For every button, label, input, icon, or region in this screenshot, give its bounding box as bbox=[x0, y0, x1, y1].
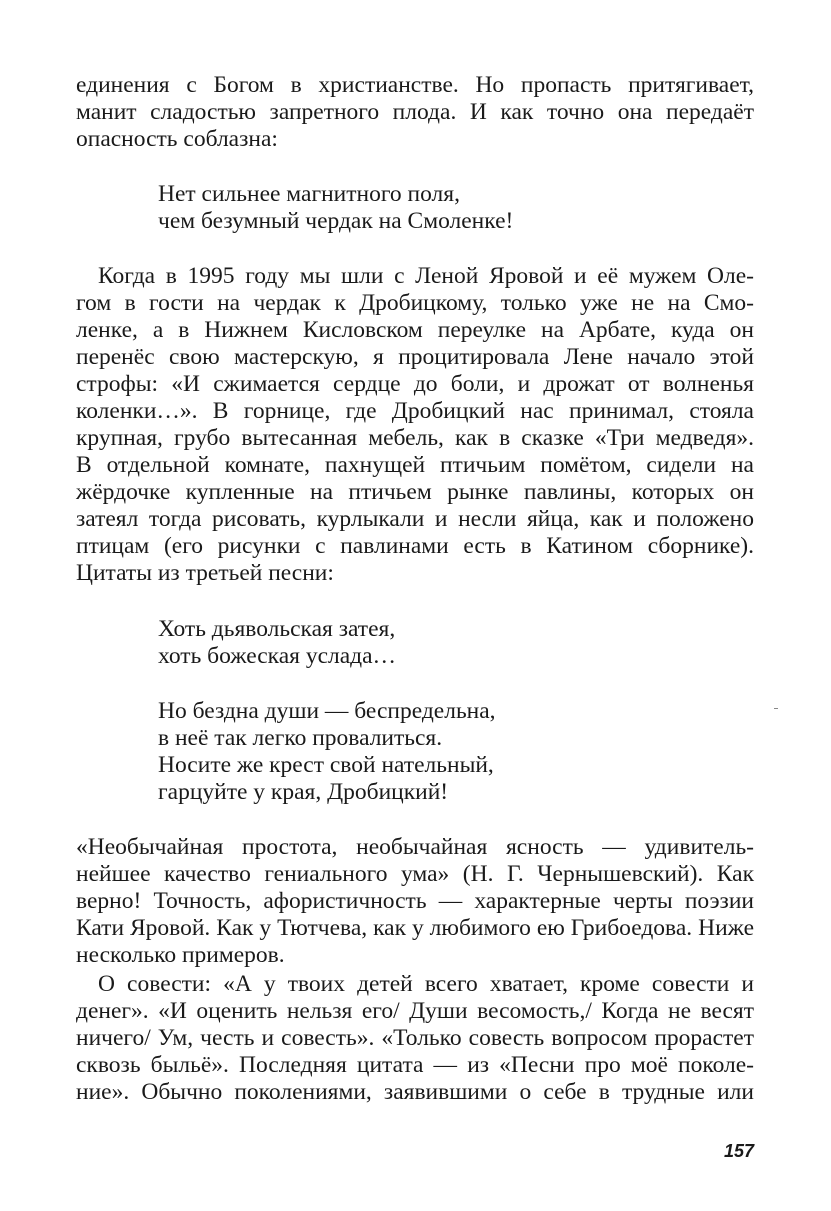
verse-line: чем безумный чердак на Смоленке! bbox=[158, 208, 514, 234]
verse-line: Носите же крест свой нательный, bbox=[158, 752, 494, 778]
verse-line: хоть божеская услада… bbox=[158, 643, 397, 669]
text-line: ние». Обычно поколениями, заявившими о себе в трудные или bbox=[76, 1079, 754, 1105]
verse-line: Нет сильнее магнитного поля, bbox=[158, 181, 460, 207]
text-line: единения с Богом в христианстве. Но пропасть притягивает, bbox=[76, 72, 754, 98]
text-line: денег». «И оценить нельзя его/ Души весомость,/ Когда не весят bbox=[76, 998, 754, 1024]
text-line: «Необычайная простота, необычайная ясность — удивитель- bbox=[76, 834, 754, 860]
text-line: манит сладостью запретного плода. И как точно она передаёт bbox=[76, 99, 754, 125]
text-line: верно! Точность, афористичность — характерные черты поэзии bbox=[76, 888, 754, 914]
text-line: ничего/ Ум, честь и совесть». «Только совесть вопросом прорастет bbox=[76, 1025, 754, 1051]
page-number: 157 bbox=[723, 1141, 754, 1161]
verse-line: в неё так легко провалиться. bbox=[158, 725, 443, 751]
verse-line: Хоть дьявольская затея, bbox=[158, 616, 396, 642]
text-line: несколько примеров. bbox=[76, 942, 285, 968]
text-line: нейшее качество гениального ума» (Н. Г. Чернышевский). Как bbox=[76, 861, 754, 887]
text-line: ленке, а в Нижнем Кисловском переулке на Арбате, куда он bbox=[76, 317, 754, 343]
text-line: Кати Яровой. Как у Тютчева, как у любимого ею Грибоедова. Ниже bbox=[76, 915, 754, 941]
text-line: гом в гости на чердак к Дробицкому, только уже не на Смо- bbox=[76, 290, 754, 316]
text-line: опасность соблазна: bbox=[76, 126, 278, 152]
text-line: В отдельной комнате, пахнущей птичьим помётом, сидели на bbox=[76, 452, 754, 478]
verse-line: Но бездна души — беспредельна, bbox=[158, 698, 496, 724]
text-line: О совести: «А у твоих детей всего хватает, кроме совести и bbox=[98, 971, 754, 997]
text-line: строфы: «И сжимается сердце до боли, и дрожат от волненья bbox=[76, 371, 754, 397]
text-line: Когда в 1995 году мы шли с Леной Яровой и её мужем Оле- bbox=[98, 263, 754, 289]
text-line: затеял тогда рисовать, курлыкали и несли яйца, как и положено bbox=[76, 506, 754, 532]
text-line: сквозь быльё». Последняя цитата — из «Песни про моё поколе- bbox=[76, 1052, 754, 1078]
text-line: Цитаты из третьей песни: bbox=[76, 560, 334, 586]
scan-speck bbox=[774, 708, 778, 709]
text-line: жёрдочке купленные на птичьем рынке павлины, которых он bbox=[76, 479, 754, 505]
verse-line: гарцуйте у края, Дробицкий! bbox=[158, 779, 449, 805]
text-line: крупная, грубо вытесанная мебель, как в сказке «Три медведя». bbox=[76, 425, 754, 451]
text-line: перенёс свою мастерскую, я процитировала Лене начало этой bbox=[76, 344, 754, 370]
text-line: птицам (его рисунки с павлинами есть в Катином сборнике). bbox=[76, 533, 754, 559]
text-line: коленки…». В горнице, где Дробицкий нас принимал, стояла bbox=[76, 398, 754, 424]
